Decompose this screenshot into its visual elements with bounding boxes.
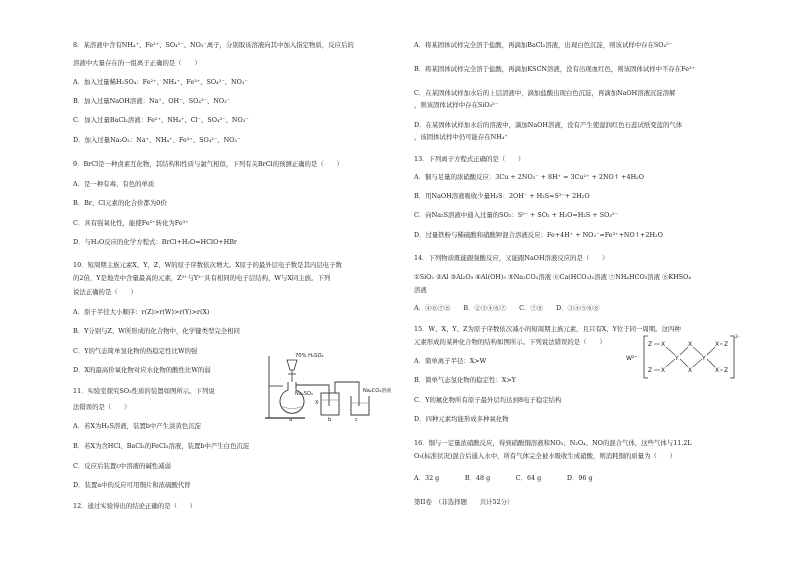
q15-option-b: B．简单气态氢化物的稳定性：X>Y <box>414 376 516 384</box>
q12-option-d-line1: D．在某固体试样加水后的溶液中，滴加NaOH溶液，没有产生使湿润红色石蕊试纸变蓝的气体 <box>414 121 683 129</box>
q11-option-a: A．若X为H₂S溶液，装置b中产生淡黄色沉淀 <box>73 422 202 430</box>
q10-stem-line1: 10．短周期主族元素X、Y、Z、W的原子序数依次增大。X原子的最外层电子数是其内层电子数 <box>73 261 342 269</box>
q9-option-c: C．具有强氧化性，能使Fe²⁺转化为Fe³⁺ <box>73 219 189 227</box>
q13-option-d: D．过量铁粉与稀硫酸和硝酸钾混合溶液反应：Fe+4H⁺ + NO₃⁻=Fe³⁺+NO↑+2H₂O <box>414 231 663 239</box>
q14-items-line1: ①SiO₂ ②Al ③Al₂O₃ ④Al(OH)₃ ⑤Na₂CO₃溶液 ⑥Ca(HCO₃)₂溶液 ⑦NH₄HCO₃溶液 ⑧KHSO₄ <box>414 273 691 281</box>
label-c: c <box>355 417 358 422</box>
q10-option-c: C．Y的气态简单氢化物的热稳定性比W的强 <box>73 347 198 355</box>
bottle-b <box>321 393 339 415</box>
q16-stem-line1: 16．铜与一定量浓硝酸反应，得到硝酸铜溶液和NO₂、N₂O₄、NO的混合气体，这些气体与11.2L <box>414 439 692 447</box>
bond <box>693 359 702 367</box>
q14-stem: 14．下列物质既能跟强酸反应，又能跟NaOH溶液反应的是（ ） <box>414 254 609 262</box>
anion-charge: 2- <box>735 335 740 340</box>
atom-z-1: Z <box>648 341 653 348</box>
q10-stem-line2: 的2倍，Y是地壳中含量最高的元素，Z²⁺与Y²⁻具有相同的电子层结构，W与X同主族。下列 <box>73 274 331 282</box>
label-b: b <box>328 417 332 422</box>
q12-option-c-line2: ，则该固体试样中存在SiO₃²⁻ <box>414 101 499 109</box>
so2-apparatus-diagram <box>265 348 407 422</box>
atom-x-6: X <box>715 367 720 374</box>
q8-option-b: B．加入过量NaOH溶液：Na⁺、OH⁻、SO₄²⁻、NO₃⁻ <box>73 97 231 105</box>
q11-option-c: C．反应后装置c中溶液的碱性减弱 <box>73 462 171 470</box>
bond <box>693 347 702 355</box>
bond <box>666 347 675 355</box>
q13-stem: 13．下列离子方程式正确的是（ ） <box>414 155 525 163</box>
q12-option-c-line1: C．在某固体试样加水后的上层清液中，滴加盐酸出现白色沉淀，再滴加NaOH溶液沉淀溶解 <box>414 89 676 97</box>
label-a: a <box>289 417 293 422</box>
q8-option-d: D．加入过量Na₂O₂：Na⁺、NH₄⁺、Fe³⁺、SO₄²⁻、NO₃⁻ <box>73 136 241 144</box>
q8-stem-line2: 溶液中大量存在的一组离子正确的是（ ） <box>73 59 201 67</box>
q15-stem-line2: 元素形成的某种化合物的结构如图所示。下列说法错误的是（ ） <box>414 338 606 346</box>
beaker-c <box>351 396 369 415</box>
q13-option-c: C．向Na₂S溶液中通入过量的SO₂：S²⁻ + SO₂ + H₂O=H₂S + SO₃²⁻ <box>414 211 618 219</box>
q14-items-line2: 溶液 <box>414 286 427 294</box>
q9-option-a: A．是一种有毒、有色的单质 <box>73 180 155 188</box>
sodium-carbonate-label: Na₂CO₃溶液 <box>363 388 392 394</box>
q13-option-b: B．用NaOH溶液吸收少量H₂S：2OH⁻ + H₂S=S²⁻+ 2H₂O <box>414 192 590 200</box>
atom-x-2: X <box>661 367 666 374</box>
dropping-funnel <box>287 360 297 370</box>
q15-option-c: C．Y的氟化物所有原子最外层均达到8电子稳定结构 <box>414 396 562 404</box>
bond <box>680 347 688 355</box>
q12-option-a: A．将某固体试样完全溶于盐酸，再滴加BaCl₂溶液，出现白色沉淀，则该试样中存在SO₄²⁻ <box>414 41 673 49</box>
q16-options: A．32 g B．48 g C．64 g D．96 g <box>414 474 593 482</box>
q8-stem-line1: 8．某溶液中含有NH₄⁺、Fe²⁺、SO₄²⁻、NO₃⁻离子，分别取该溶液向其中加入指定物质，反应后的 <box>73 41 354 49</box>
q10-option-b: B．Y分别与Z、W所形成的化合物中，化学键类型完全相同 <box>73 327 240 335</box>
q11-option-d: D．装置a中的反应可用铜片和浓硫酸代替 <box>73 481 191 489</box>
q12-option-d-line2: ，该固体试样中仍可能存在NH₄⁺ <box>414 133 508 141</box>
bond <box>666 359 675 367</box>
bond <box>707 347 715 355</box>
bond <box>707 359 715 367</box>
q16-stem-line2: O₂(标准状况)混合后通入水中，所有气体完全被水吸收生成硝酸，则消耗铜的质量为（ ） <box>414 452 677 460</box>
flask-contents <box>281 406 303 409</box>
cation-label: W²⁺ <box>626 355 638 362</box>
bond <box>680 359 688 367</box>
atom-z-2: Z <box>648 367 653 374</box>
q10-option-d: D．X的最高价氧化物对应水化物的酸性比W的弱 <box>73 366 211 374</box>
atom-z-3: Z <box>724 341 729 348</box>
q13-option-a: A．铜与足量的浓硝酸反应：3Cu + 2NO₃⁻ + 8H⁺ = 3Cu²⁺ + 2NO↑ +4H₂O <box>414 173 644 181</box>
q15-option-a: A．简单离子半径：X>W <box>414 357 487 365</box>
q10-stem-line3: 说法正确的是（ ） <box>73 288 137 296</box>
q11-stem-line1: 11．实验室探究SO₂性质的装置如图所示。下列说 <box>73 387 215 395</box>
section-2-heading: 第II卷 （非选择题 共计52分） <box>414 498 514 506</box>
sodium-sulfite-label: Na₂SO₃ <box>295 391 313 397</box>
q14-options: A．④⑥⑦⑧ B．②③④⑥⑦ C．⑦⑧ D．③④⑤⑥⑧ <box>414 304 600 312</box>
atom-y-1: Y <box>675 355 679 362</box>
q12-option-b: B．将某固体试样完全溶于盐酸，再滴加KSCN溶液，没有出现血红色，则该固体试样中不存在Fe³⁺ <box>414 65 695 73</box>
q15-structure-diagram <box>626 330 744 384</box>
atom-y-2: Y <box>702 355 706 362</box>
atom-x-3: X <box>688 341 693 348</box>
atom-x-5: X <box>715 341 720 348</box>
q15-option-d: D．四种元素均能形成多种氧化物 <box>414 415 509 423</box>
q9-option-b: B．Br、Cl元素的化合价都为0价 <box>73 199 167 207</box>
right-bracket <box>730 336 734 378</box>
q9-option-d: D．与H₂O反应的化学方程式：BrCl+H₂O=HClO+HBr <box>73 238 237 246</box>
q8-option-a: A．加入过量稀H₂SO₄：Fe²⁺、NH₄⁺、Fe³⁺、SO₄²⁻、NO₃⁻ <box>73 78 248 86</box>
q15-stem-line1: 15．W、X、Y、Z为原子序数依次减小的短周期主族元素，且只有X、Y位于同一周期。这四种 <box>414 325 681 333</box>
atom-x-4: X <box>688 367 693 374</box>
q11-option-b: B．若X为含HCl、BaCl₂的FeCl₃溶液，装置b中产生白色沉淀 <box>73 442 250 450</box>
atom-z-4: Z <box>724 367 729 374</box>
q9-stem: 9．BrCl是一种卤素互化物，其结构和性质与氯气相似，下列有关BrCl的预测正确的是（ ） <box>73 160 343 168</box>
q10-option-a: A．原子半径大小顺序：r(Z)>r(W)>r(Y)>r(X) <box>73 308 210 316</box>
atom-x-1: X <box>661 341 666 348</box>
reagent-x-label: X <box>315 400 319 406</box>
q8-option-c: C．加入过量BaCl₂溶液：Fe²⁺、NH₄⁺、Cl⁻、SO₄²⁻、NO₃⁻ <box>73 116 249 124</box>
q11-stem-line2: 法错误的是（ ） <box>73 403 131 411</box>
acid-label: 70% H₂SO₄ <box>295 353 324 359</box>
q12-stem: 12．通过实验得出的结论正确的是（ ） <box>73 502 197 510</box>
